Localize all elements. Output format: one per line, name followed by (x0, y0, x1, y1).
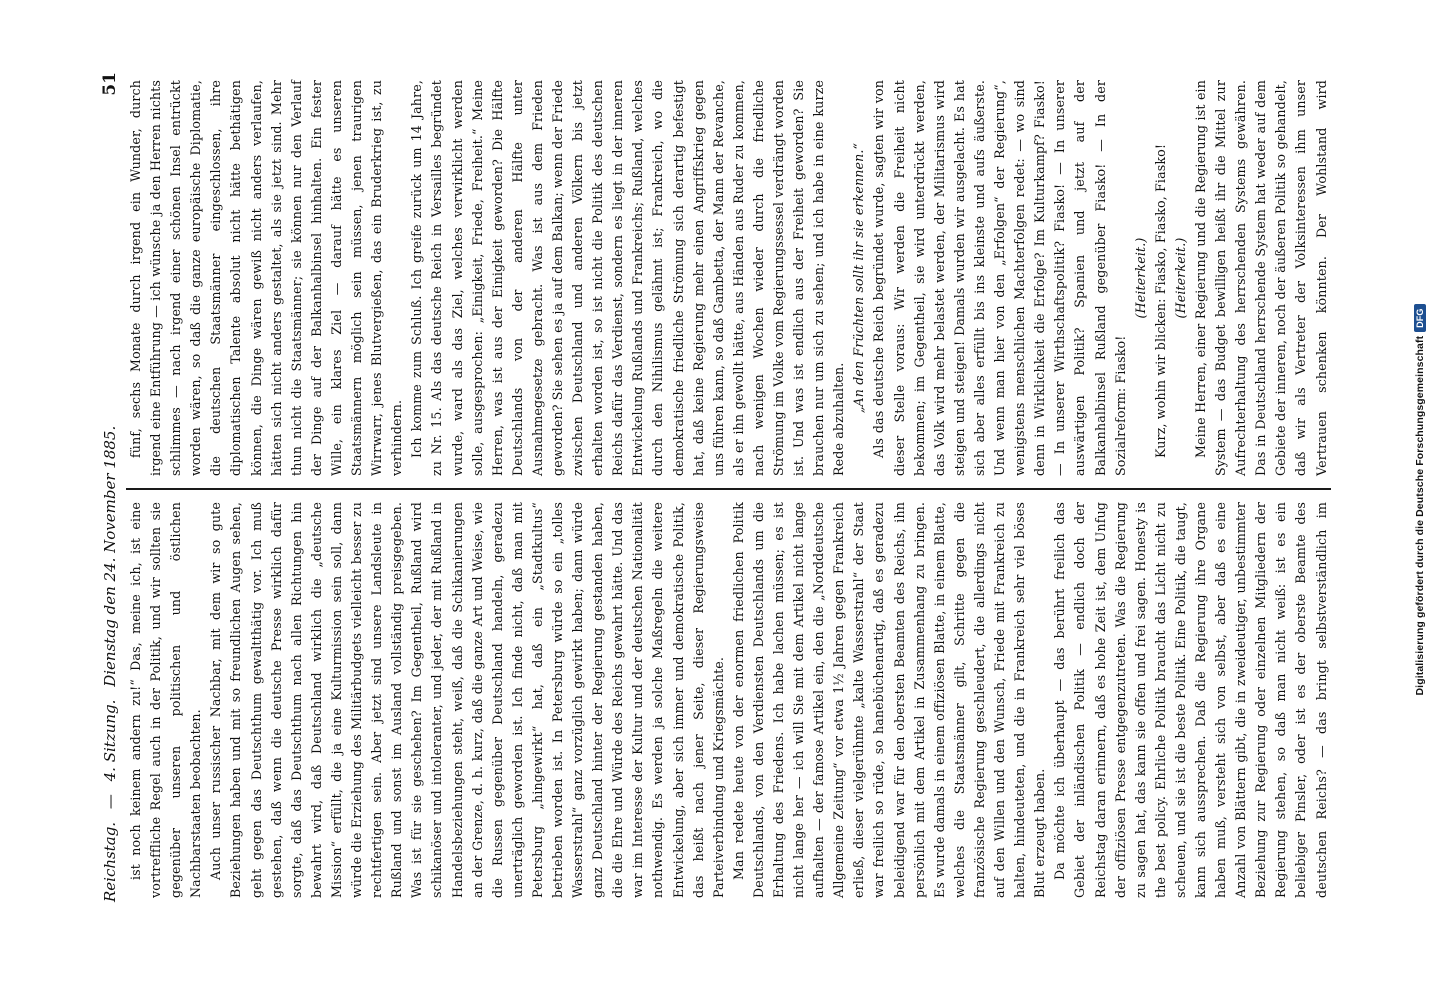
dfg-logo: DFG (1414, 305, 1426, 332)
header-part: — (101, 794, 119, 810)
paragraph: Kurz, wohin wir blicken: Fiasko, Fiasko, Fiasko! (1152, 143, 1168, 458)
interjection: (Heiterkeit.) (1132, 237, 1148, 319)
rotated-page (56, 30, 1376, 970)
paragraph: Auch unser russischer Nachbar, mit dem wir so gute Beziehungen haben und mit so freundlichen Augen sehen, geht gegen das Deutschthum gewaltthätig vor. Ich muß gestehen, daß wenn die deutsche Presse wirklich dafür sorgte, daß das Deutschthum nach allen Richtungen hin bewahrt wird, daß Deutschland wirklich die „deutsche Mission“ erfüllt, die ja eine Kulturmission sein soll, dann würde die Erziehung des Militärbudgets vielleicht besser zu rechtfertigen sein. Aber jetzt sind unsere Landsleute in Rußland und sonst im Ausland vollständig preisgegeben. Was ist für sie geschehen? Im Gegentheil, Rußland wird schikanöser und intoleranter, und jeder, der mit Rußland in Handelsbeziehungen steht, weiß, daß die Schikanierungen an der Grenze, d. h. kurz, daß die ganze Art und Weise, wie die Russen gegenüber Deutschland handeln, geradezu unerträglich geworden ist. Ich finde nicht, daß man mit Petersburg „hingewirkt“ hat, daß ein „Stadtkultus“ betrieben worden ist. In Petersburg würde so ein „tolles Wasserstrahl“ ganz vorzüglich gewirkt haben; dann würde ganz Deutschland hinter der Regierung gestanden haben, die die Ehre und Würde des Reichs gewahrt hätte. Und das war im Interesse der Kultur und der deutschen Nationalität nothwendig. Es werden ja solche Maßregeln die weitere Entwickelung, aber sich immer und demokratische Politik, das heißt nach jener Seite, dieser Regierungsweise Parteiverbindung und Kriegsmächte. (208, 502, 726, 898)
page-header (100, 68, 126, 910)
paragraph: Man redete heute von der enormen friedlichen Politik Deutschlands, von den Verdiensten Deutschlands um die Erhaltung des Friedens. Ich habe lachen müssen; es ist nicht lange her — ich will Sie mit dem Artikel nicht lange aufhalten — der famose Artikel ein, den die „Norddeutsche Allgemeine Zeitung“ vor etwa 1½ Jahren gegen Frankreich erließ, dieser vielgerühmte „kalte Wasserstrahl“ der Staat war freilich so rüde, so hanebüchenartig, daß es geradezu beleidigend war für den obersten Beamten des Reichs, ihn persönlich mit dem Artikel in Zusammenhang zu bringen. Es wurde damals in einem offiziösen Blatte, in einem Blatte, welches die Staatsmänner gilt, Schritte gegen die französische Regierung geschleudert, die allerdings nicht auf den Willen und den Wunsch, Friede mit Frankreich zu halten, hindeuteten, und die in Frankreich sehr viel böses Blut erzeugt haben. (730, 502, 1048, 898)
page-number: 51 (100, 72, 120, 96)
digitization-credit (1408, 0, 1432, 1000)
column-right (126, 68, 1331, 488)
credit-text: Digitalisierung gefördert durch die Deutsche Forschungsgemeinschaft (1414, 335, 1426, 696)
paragraph: Ich komme zum Schluß. Ich greife zurück um 14 Jahre, zu Nr. 15. Als das deutsche Reich in Versailles begründet wurde, ward als das Ziel, welches verwirklicht werden solle, ausgesprochen: „Einigkeit, Friede, Freiheit.“ Meine Herren, was ist aus der Einigkeit geworden? Die Hälfte Deutschlands von der anderen Hälfte unter Ausnahmegesetze gebracht. Was ist aus dem Frieden geworden? Sie sehen es ja auf dem Balkan; wenn der Friede zwischen Deutschland und anderen Völkern bis jetzt erhalten worden ist, so ist nicht die Politik des deutschen Reichs dafür das Verdienst, sondern es liegt in der inneren Entwickelung Rußlands und Frankreichs; Rußland, welches durch den Nihilismus gelähmt ist; Frankreich, wo die demokratische friedliche Strömung sich derartig befestigt hat, daß keine Regierung mehr einen Angriffskrieg gegen uns führen kann, so daß Gambetta, der Mann der Revanche, als er ihn gewollt hätte, aus Händen aus Ruder zu kommen, nach wenigen Wochen wieder durch die friedliche Strömung im Volke vom Regierungssessel verdrängt worden ist. Und was ist endlich aus der Freiheit geworden? Sie brauchen nur um sich zu sehen; und ich habe in eine kurze Rede abzuhalten. (409, 79, 847, 476)
quote-line: „An den Früchten sollt ihr sie erkennen.“ (851, 142, 867, 414)
text-columns (126, 68, 1331, 910)
header-part: Reichstag. (101, 821, 119, 902)
paragraph: Da möchte ich überhaupt — das berührt freilich das Gebiet der inländischen Politik — endlich doch der Reichstag daran erinnern, daß es hohe Zeit ist, dem Unfug der offiziösen Presse entgegenzutreten. Was die Regierung zu sagen hat, das kann sie offen und frei sagen. Honesty is the best policy. Ehrliche Politik braucht das Licht nicht zu scheuen, und sie ist die beste Politik. Eine Politik, die taugt, kann sich aussprechen. Daß die Regierung ihre Organe haben muß, versteht sich von selbst, aber daß es eine Anzahl von Blättern gibt, die in zweideutiger, unbestimmter Beziehung zur Regierung oder einzelnen Mitgliedern der Regierung stehen, so daß man nicht weiß: ist es ein beliebiger Pinsler, oder ist es der oberste Beamte des deutschen Reichs? — das bringt selbstverständlich im (1052, 502, 1329, 898)
paragraph: Meine Herren, einer Regierung und die Regierung ist ein System — das Budget bewilligen heißt ihr die Mittel zur Aufrechterhaltung des herrschenden Systems gewähren. Das in Deutschland herrschende System hat weder auf dem Gebiete der inneren, noch der äußeren Politik so gehandelt, daß wir als Vertreter der Volksinteressen ihm unser Vertrauen schenken könnten. Der Wohlstand wird (1192, 80, 1329, 476)
header-part: Dienstag den 24. November 1885. (101, 425, 119, 687)
column-left (126, 490, 1331, 910)
paragraph: fünf, sechs Monate durch irgend ein Wunder, durch irgend eine Entführung — ich wünsche ja den Herren nichts schlimmes — nach irgend einer schönen Insel entrückt worden wären, so daß die ganze europäische Diplomatie, die deutschen Staatsmänner eingeschlossen, ihre diplomatischen Talente absolut nicht hätte bethätigen können, die Dinge wären gewiß nicht anders verlaufen, hätten sich nicht anders gestaltet, als sie jetzt sind. Mehr thun nicht die Staatsmänner; sie können nur den Verlauf der Dinge auf der Balkanhalbinsel hinhalten. Ein fester Wille, ein klares Ziel — darauf hätte es unseren Staatsmännern möglich sein müssen, jenen traurigen Wirrwarr, jenes Blutvergießen, das ein Bruderkrieg ist, zu verhindern. (128, 80, 405, 476)
paragraph: ist noch keinem andern zu!“ Das, meine ich, ist eine vortreffliche Regel auch in der Politik, und wir sollten sie gegenüber unseren politischen und östlichen Nachbarstaaten beobachten. (128, 502, 204, 898)
header-part: 4. Sitzung. (101, 699, 119, 782)
running-title (101, 422, 119, 906)
interjection: (Heiterkeit.) (1172, 237, 1188, 319)
paragraph: Als das deutsche Reich begründet wurde, sagten wir von dieser Stelle voraus: Wir werden die Freiheit nicht bekommen; im Gegentheil, sie wird unterdrückt werden, das Volk wird mehr belastet werden, der Militarismus wird steigen und steigen! Damals wurden wir ausgelacht. Es hat sich aber alles erfüllt bis ins kleinste und aufs äußerste. Und wenn man hier von den „Erfolgen“ der Regierung“, wenigstens menschlichen Machterfolgen redet: — wo sind denn in Wirklichkeit die Erfolge? Im Kulturkampf? Fiasko! — In unserer Wirthschaftspolitik? Fiasko! — In unserer auswärtigen Politik? Spanien und jetzt auf der Balkanhalbinsel Rußland gegenüber Fiasko! — In der Sozialreform: Fiasko! (871, 80, 1128, 476)
column-divider (126, 488, 1331, 490)
